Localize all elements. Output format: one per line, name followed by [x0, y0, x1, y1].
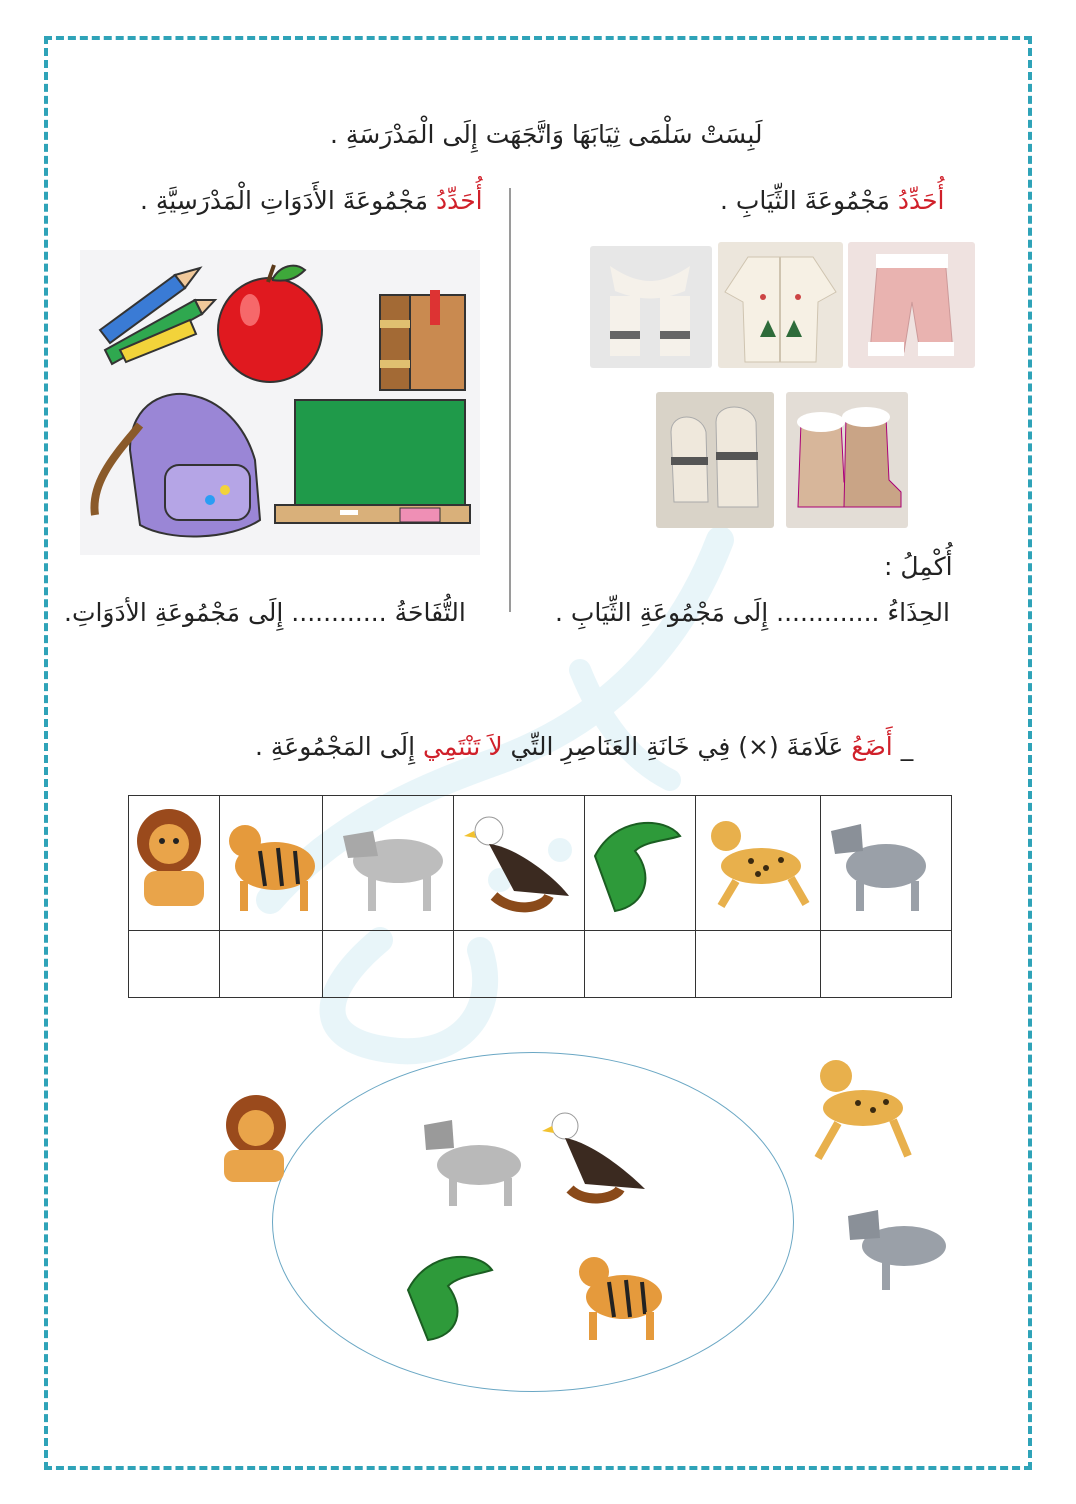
divider-line [509, 188, 511, 612]
crocodile-icon [585, 796, 695, 926]
cell-eagle [454, 796, 585, 931]
sweater-photo [718, 242, 843, 368]
pencils-icon [100, 268, 215, 364]
mark-cell[interactable] [696, 931, 821, 998]
dash: _ [892, 732, 914, 761]
task-clothes-heading [720, 186, 944, 215]
tiger-icon [574, 1242, 666, 1344]
boots-icon [786, 392, 908, 528]
wolf-icon [842, 1198, 954, 1294]
wolf-icon [821, 796, 951, 926]
scarf-icon [590, 246, 712, 368]
animals-table [128, 795, 952, 998]
gloves-photo [656, 392, 774, 528]
task-text: مَجْمُوعَةَ الثِّيَابِ . [720, 186, 898, 215]
mark-task-instruction [255, 732, 913, 761]
mark-cell[interactable] [585, 931, 696, 998]
wolf-icon [323, 796, 453, 926]
cell-tiger [220, 796, 323, 931]
mark-task-text-end: إِلَى المَجْمُوعَةِ . [255, 732, 424, 761]
mark-cell[interactable] [821, 931, 952, 998]
cell-wolf-2 [821, 796, 952, 931]
table-row-marks [129, 931, 952, 998]
book-icon [380, 290, 465, 390]
cell-lion [129, 796, 220, 931]
cheetah-icon [808, 1048, 920, 1168]
cell-cheetah [696, 796, 821, 931]
eagle-icon [540, 1104, 652, 1206]
sweater-icon [718, 242, 843, 368]
mark-cell[interactable] [454, 931, 585, 998]
mark-cell[interactable] [129, 931, 220, 998]
animals-group-ellipse [272, 1052, 794, 1392]
eagle-icon [454, 796, 584, 926]
pants-icon [848, 242, 975, 368]
cell-crocodile [585, 796, 696, 931]
boots-photo [786, 392, 908, 528]
crocodile-icon [402, 1240, 498, 1344]
mark-cell[interactable] [220, 931, 323, 998]
story-sentence: لَبِسَتْ سَلْمَى ثِيَابَهَا وَاتَّجَهَت إِلَى الْمَدْرَسَةِ . [330, 120, 763, 149]
mark-cell[interactable] [323, 931, 454, 998]
wolf-icon [414, 1110, 534, 1210]
cheetah-icon [696, 796, 820, 926]
backpack-icon [94, 394, 260, 537]
verb-put: أَضَعُ [851, 732, 893, 761]
school-tools-picture [80, 250, 480, 555]
task-school-tools-heading [140, 186, 483, 215]
fill-blank-apple: التُّفَاحَةُ ............ إِلَى مَجْمُوعَةِ الأدَوَاتِ. [64, 598, 466, 627]
table-row-images [129, 796, 952, 931]
chalkboard-icon [275, 400, 470, 523]
verb-identify: أُحَدِّدُ [897, 186, 945, 215]
gloves-icon [656, 392, 774, 528]
tiger-icon [220, 796, 322, 926]
scarf-photo [590, 246, 712, 368]
mark-task-text: عَلَامَةَ (×) فِي خَانَةِ العَنَاصِرِ التِّي [502, 732, 852, 761]
pants-photo [848, 242, 975, 368]
complete-label: أُكْمِلُ : [884, 552, 953, 581]
lion-icon [216, 1090, 296, 1190]
lion-icon [129, 796, 219, 926]
verb-identify: أُحَدِّدُ [435, 186, 483, 215]
task-text: مَجْمُوعَةَ الأَدَوَاتِ الْمَدْرَسِيَّةِ . [140, 186, 436, 215]
fill-blank-shoe: الحِذَاءُ ............. إِلَى مَجْمُوعَةِ الثِّيَابِ . [555, 598, 950, 627]
cell-wolf-1 [323, 796, 454, 931]
apple-icon [218, 265, 322, 382]
negation-text: لاَ تَنْتَمِي [423, 732, 503, 761]
